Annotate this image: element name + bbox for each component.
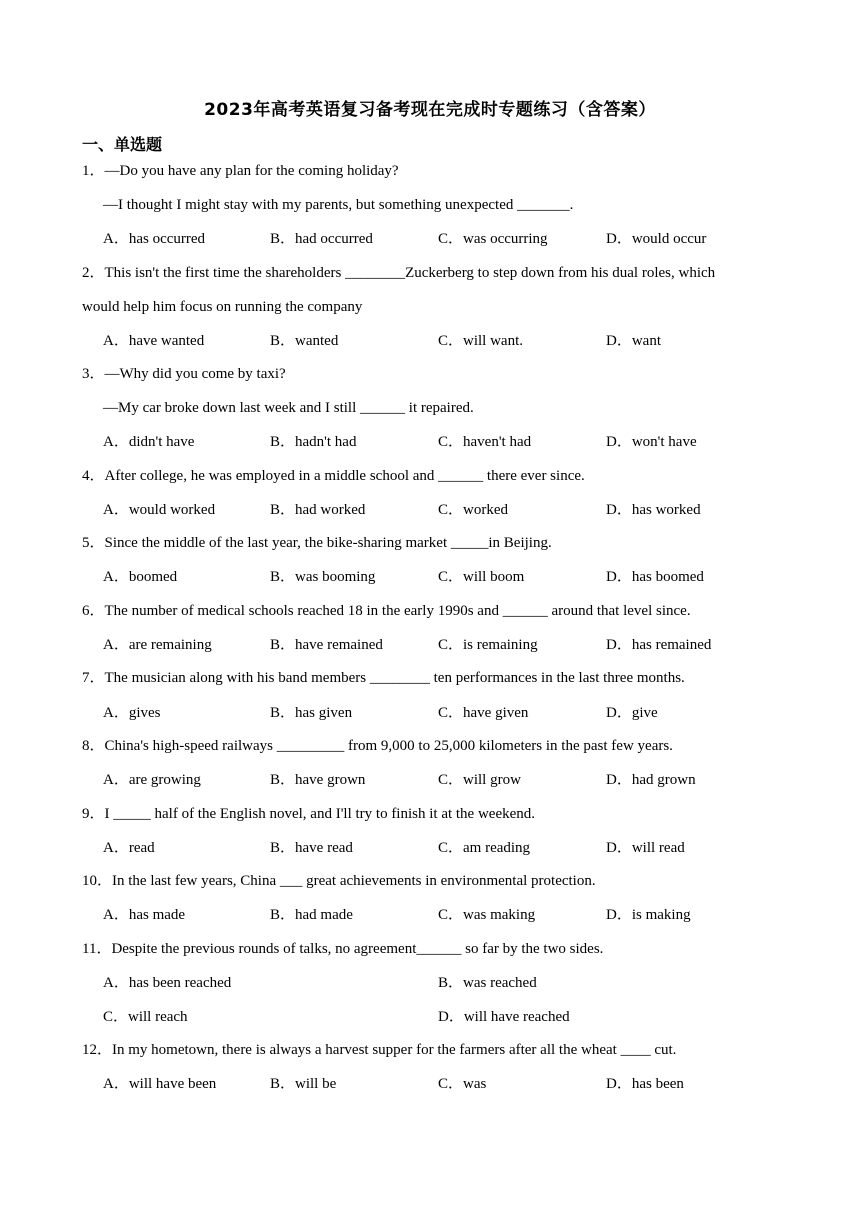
question-3-option-b: B．hadn't had (270, 434, 357, 450)
question-2-line-2: would help him focus on running the company (82, 299, 363, 315)
question-12-option-a: A．will have been (103, 1076, 217, 1092)
question-6-option-b: B．have remained (270, 637, 383, 653)
question-8-option-a: A．are growing (103, 772, 201, 788)
question-7-stem: 7．The musician along with his band members ________ ten performances in the last three months. (82, 670, 685, 686)
question-1-option-b: B．had occurred (270, 231, 373, 247)
question-10-option-d: D．is making (606, 907, 691, 923)
question-5-option-c: C．will boom (438, 569, 525, 585)
question-10-option-c: C．was making (438, 907, 536, 923)
question-4-option-d: D．has worked (606, 502, 701, 518)
question-4-option-b: B．had worked (270, 502, 366, 518)
question-2-option-c: C．will want. (438, 333, 523, 349)
question-5-option-b: B．was booming (270, 569, 376, 585)
question-5-stem: 5．Since the middle of the last year, the bike-sharing market _____in Beijing. (82, 535, 552, 551)
question-6-option-d: D．has remained (606, 637, 712, 653)
question-11-option-b: B．was reached (438, 975, 537, 991)
question-9-option-c: C．am reading (438, 840, 531, 856)
question-3-line-2: —My car broke down last week and I still ______ it repaired. (103, 400, 474, 416)
question-6-stem: 6．The number of medical schools reached 18 in the early 1990s and ______ around that level since. (82, 603, 691, 619)
question-7-option-b: B．has given (270, 705, 353, 721)
question-9-option-d: D．will read (606, 840, 685, 856)
question-11-option-c: C．will reach (103, 1009, 188, 1025)
question-2-stem: 2．This isn't the first time the shareholders ________Zuckerberg to step down from his dual roles, which (82, 265, 716, 281)
section-heading: 一、单选题 (82, 135, 163, 154)
question-3-option-a: A．didn't have (103, 434, 195, 450)
question-4-option-c: C．worked (438, 502, 508, 518)
question-5-option-d: D．has boomed (606, 569, 704, 585)
question-3-stem: 3．—Why did you come by taxi? (82, 366, 286, 382)
question-10-option-b: B．had made (270, 907, 353, 923)
question-2-option-d: D．want (606, 333, 661, 349)
question-10-option-a: A．has made (103, 907, 186, 923)
question-11-stem: 11．Despite the previous rounds of talks, no agreement______ so far by the two sides. (82, 941, 604, 957)
question-4-option-a: A．would worked (103, 502, 216, 518)
question-7-option-a: A．gives (103, 705, 161, 721)
question-8-option-c: C．will grow (438, 772, 521, 788)
question-3-option-d: D．won't have (606, 434, 697, 450)
question-1-option-d: D．would occur (606, 231, 707, 247)
question-12-option-c: C．was (438, 1076, 487, 1092)
question-1-option-c: C．was occurring (438, 231, 548, 247)
question-7-option-c: C．have given (438, 705, 529, 721)
question-11-option-a: A．has been reached (103, 975, 232, 991)
question-2-option-b: B．wanted (270, 333, 339, 349)
question-1-option-a: A．has occurred (103, 231, 206, 247)
question-9-stem: 9．I _____ half of the English novel, and I'll try to finish it at the weekend. (82, 806, 536, 822)
question-12-stem: 12．In my hometown, there is always a harvest supper for the farmers after all the wheat ____ cut. (82, 1042, 677, 1058)
question-8-option-b: B．have grown (270, 772, 366, 788)
question-12-option-b: B．will be (270, 1076, 337, 1092)
question-6-option-a: A．are remaining (103, 637, 212, 653)
question-4-stem: 4．After college, he was employed in a middle school and ______ there ever since. (82, 468, 585, 484)
question-7-option-d: D．give (606, 705, 658, 721)
question-5-option-a: A．boomed (103, 569, 178, 585)
question-10-stem: 10．In the last few years, China ___ great achievements in environmental protection. (82, 873, 596, 889)
question-6-option-c: C．is remaining (438, 637, 538, 653)
document-title: 2023年高考英语复习备考现在完成时专题练习（含答案） (204, 100, 656, 120)
question-1-line-2: —I thought I might stay with my parents, but something unexpected _______. (103, 197, 574, 213)
question-12-option-d: D．has been (606, 1076, 684, 1092)
question-8-option-d: D．had grown (606, 772, 696, 788)
question-2-option-a: A．have wanted (103, 333, 205, 349)
question-9-option-b: B．have read (270, 840, 353, 856)
question-11-option-d: D．will have reached (438, 1009, 570, 1025)
question-8-stem: 8．China's high-speed railways _________ from 9,000 to 25,000 kilometers in the past few years. (82, 738, 673, 754)
question-9-option-a: A．read (103, 840, 155, 856)
question-3-option-c: C．haven't had (438, 434, 532, 450)
question-1-stem: 1．—Do you have any plan for the coming holiday? (82, 163, 399, 179)
